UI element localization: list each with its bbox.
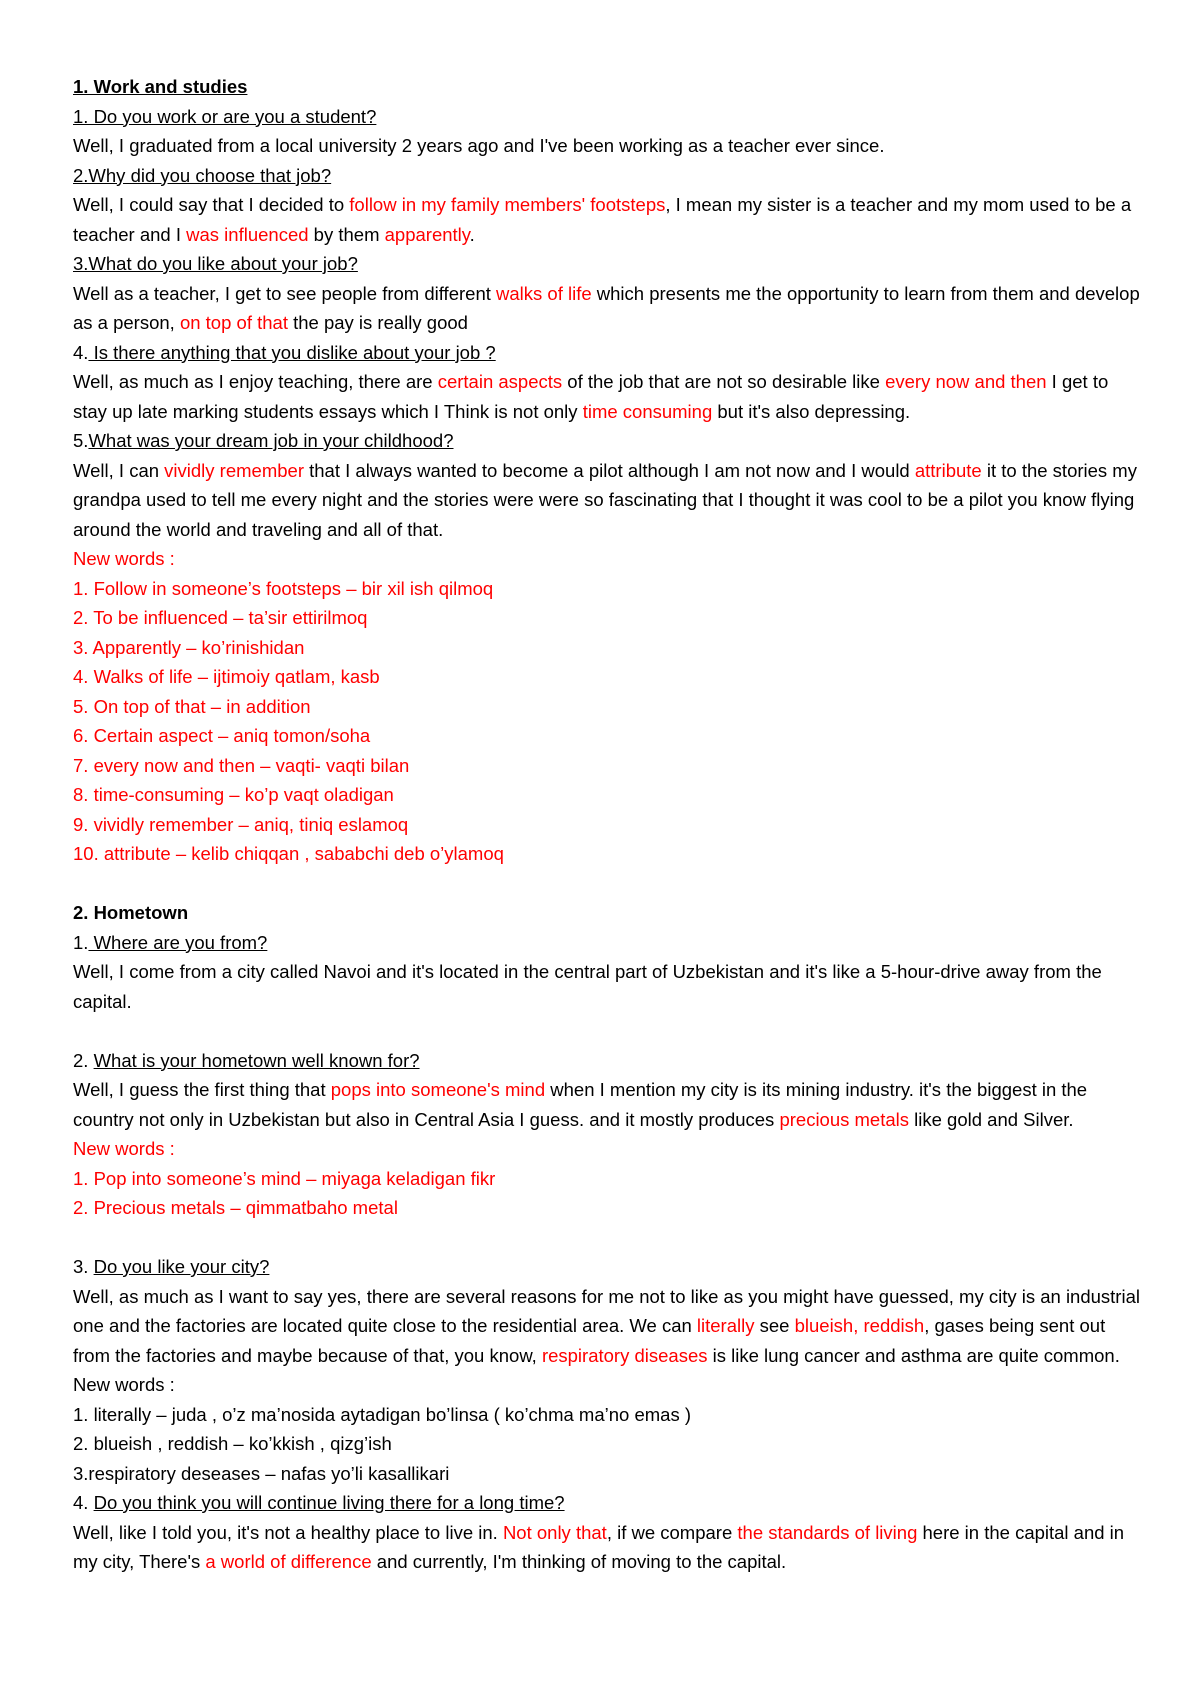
- highlighted-phrase: precious metals: [779, 1108, 910, 1130]
- hometown-new-words-label: New words :: [73, 1138, 175, 1159]
- question-4-text: Is there anything that you dislike about your job ?: [88, 341, 496, 363]
- highlighted-phrase: every now and then: [885, 371, 1047, 392]
- hometown-question-4: [73, 1488, 1140, 1518]
- text-segment: Well, I could say that I decided to: [73, 194, 350, 215]
- highlighted-phrase: the standards of living: [737, 1521, 918, 1543]
- new-word-item: 1. literally – juda , o’z ma’nosida aytadigan bo’linsa ( ko’chma ma’no emas ): [73, 1403, 691, 1425]
- question-4-number: 4.: [73, 341, 89, 363]
- highlighted-phrase: pops into someone's mind: [330, 1079, 546, 1100]
- question-5-text: What was your dream job in your childhood?: [88, 430, 454, 451]
- question-3: 3.What do you like about your job?: [73, 253, 358, 274]
- hometown-answer-1: Well, I come from a city called Navoi and it's located in the central part of Uzbekistan and it's like a 5-hour-drive away from the capital.: [73, 961, 1102, 1012]
- hometown-question-1-text: Where are you from?: [88, 931, 268, 953]
- answer-2: [73, 190, 1140, 249]
- highlighted-phrase: vividly remember: [164, 459, 304, 481]
- new-word-item: 8. time-consuming – ko’p vaqt oladigan: [73, 784, 394, 805]
- spacer: [73, 1223, 1140, 1253]
- highlighted-phrase: Not only that: [502, 1521, 607, 1543]
- question-5: [73, 426, 1140, 456]
- question-4: [73, 338, 1140, 368]
- hometown-answer-2: [73, 1075, 1140, 1134]
- answer-1: Well, I graduated from a local university 2 years ago and I've been working as a teacher ever since.: [73, 135, 885, 156]
- text-segment: see: [754, 1315, 795, 1336]
- new-word-item: 2. To be influenced – ta’sir ettirilmoq: [73, 607, 368, 628]
- text-segment: which presents me the opportunity to learn from them and develop as a person,: [73, 282, 1140, 333]
- question-1: 1. Do you work or are you a student?: [73, 105, 377, 127]
- highlighted-phrase: attribute: [914, 459, 982, 481]
- hometown-question-3: [73, 1252, 1140, 1282]
- hometown-question-3-number: 3.: [73, 1256, 94, 1277]
- text-segment: , I mean my sister is a teacher and my mom used to be a teacher and I: [73, 194, 1132, 245]
- hometown-answer-4: [73, 1518, 1140, 1577]
- new-word-item: 2. Precious metals – qimmatbaho metal: [73, 1197, 398, 1218]
- text-segment: , gases being sent out from the factories and maybe because of that, you know,: [73, 1315, 1106, 1366]
- answer-4: [73, 367, 1140, 426]
- answer-3: [73, 279, 1140, 338]
- hometown-question-4-text: Do you think you will continue living there for a long time?: [93, 1492, 565, 1513]
- answer-5: [73, 456, 1140, 545]
- new-word-item: 3.respiratory deseases – nafas yo’li kasallikari: [73, 1462, 450, 1484]
- text-segment: here in the capital and in my city, There's: [73, 1521, 1125, 1572]
- hometown-question-2-text: What is your hometown well known for?: [93, 1049, 420, 1071]
- new-word-item: 9. vividly remember – aniq, tiniq eslamoq: [73, 813, 409, 835]
- section-heading-work-studies: 1. Work and studies: [73, 76, 248, 97]
- highlighted-phrase: a world of difference: [205, 1551, 372, 1572]
- hometown-question-1-number: 1.: [73, 931, 89, 953]
- new-words-label: New words :: [73, 548, 175, 569]
- new-word-item: 1. Follow in someone’s footsteps – bir xil ish qilmoq: [73, 577, 494, 599]
- highlighted-phrase: walks of life: [496, 282, 592, 304]
- text-segment: it to the stories my grandpa used to tell me every night and the stories were were so fascinating that I thought it was cool to be a pilot you know flying around the world and traveling and all of that.: [73, 459, 1137, 540]
- new-word-item: 1. Pop into someone’s mind – miyaga keladigan fikr: [73, 1167, 496, 1189]
- text-segment: Well, as much as I want to say yes, there are several reasons for me not to like as you might have guessed, my city is an industrial one and the factories are located quite close to the residential area. We can: [73, 1285, 1140, 1336]
- new-word-item: 2. blueish , reddish – ko’kkish , qizg’ish: [73, 1433, 392, 1454]
- text-segment: is like lung cancer and asthma are quite common.: [707, 1344, 1120, 1366]
- question-5-number: 5.: [73, 430, 89, 451]
- hometown-answer-3: [73, 1282, 1140, 1371]
- text-segment: that I always wanted to become a pilot although I am not now and I would: [303, 459, 915, 481]
- new-words-list: [73, 574, 1140, 869]
- text-segment: but it's also depressing.: [712, 400, 911, 422]
- highlighted-phrase: blueish, reddish: [794, 1315, 925, 1336]
- text-segment: I get to stay up late marking students essays which I Think is not only: [73, 371, 1109, 422]
- hometown-question-2-number: 2.: [73, 1049, 94, 1071]
- text-segment: Well, I guess the first thing that: [73, 1079, 331, 1100]
- text-segment: .: [469, 223, 475, 245]
- text-segment: Well as a teacher, I get to see people from different: [73, 282, 497, 304]
- new-word-item: 7. every now and then – vaqti- vaqti bilan: [73, 754, 410, 776]
- highlighted-phrase: certain aspects: [437, 371, 563, 392]
- text-segment: , if we compare: [606, 1521, 738, 1543]
- text-segment: when I mention my city is its mining industry. it's the biggest in the country not only in Uzbekistan but also in Central Asia I guess. and it mostly produces: [73, 1079, 1088, 1130]
- highlighted-phrase: follow in my family members' footsteps: [349, 194, 666, 215]
- hometown-question-1: [73, 928, 1140, 958]
- hometown-question-4-number: 4.: [73, 1492, 94, 1513]
- text-segment: like gold and Silver.: [909, 1108, 1074, 1130]
- new-word-item: 3. Apparently – ko’rinishidan: [73, 636, 305, 658]
- text-segment: Well, like I told you, it's not a healthy place to live in.: [73, 1521, 503, 1543]
- new-word-item: 5. On top of that – in addition: [73, 695, 311, 717]
- highlighted-phrase: time consuming: [582, 400, 713, 422]
- question-2: 2.Why did you choose that job?: [73, 164, 332, 186]
- new-word-item: 4. Walks of life – ijtimoiy qatlam, kasb: [73, 666, 380, 687]
- hometown-new-words-label-2: New words :: [73, 1374, 175, 1395]
- highlighted-phrase: on top of that: [179, 312, 288, 333]
- highlighted-phrase: literally: [696, 1315, 755, 1336]
- hometown-question-2: [73, 1046, 1140, 1076]
- text-segment: and currently, I'm thinking of moving to the capital.: [371, 1551, 787, 1572]
- section-heading-hometown: 2. Hometown: [73, 902, 189, 923]
- text-segment: of the job that are not so desirable like: [562, 371, 886, 392]
- text-segment: Well, I can: [73, 459, 165, 481]
- text-segment: the pay is really good: [287, 312, 468, 333]
- hometown-new-words-list: [73, 1164, 1140, 1223]
- hometown-new-words-list-2: [73, 1400, 1140, 1489]
- hometown-question-3-text: Do you like your city?: [93, 1256, 270, 1277]
- highlighted-phrase: apparently: [384, 223, 470, 245]
- text-segment: by them: [308, 223, 385, 245]
- spacer: [73, 1016, 1140, 1046]
- spacer: [73, 869, 1140, 899]
- highlighted-phrase: respiratory diseases: [541, 1344, 708, 1366]
- new-word-item: 10. attribute – kelib chiqqan , sababchi deb o’ylamoq: [73, 843, 504, 864]
- new-word-item: 6. Certain aspect – aniq tomon/soha: [73, 725, 371, 746]
- text-segment: Well, as much as I enjoy teaching, there are: [73, 371, 438, 392]
- highlighted-phrase: was influenced: [186, 223, 309, 245]
